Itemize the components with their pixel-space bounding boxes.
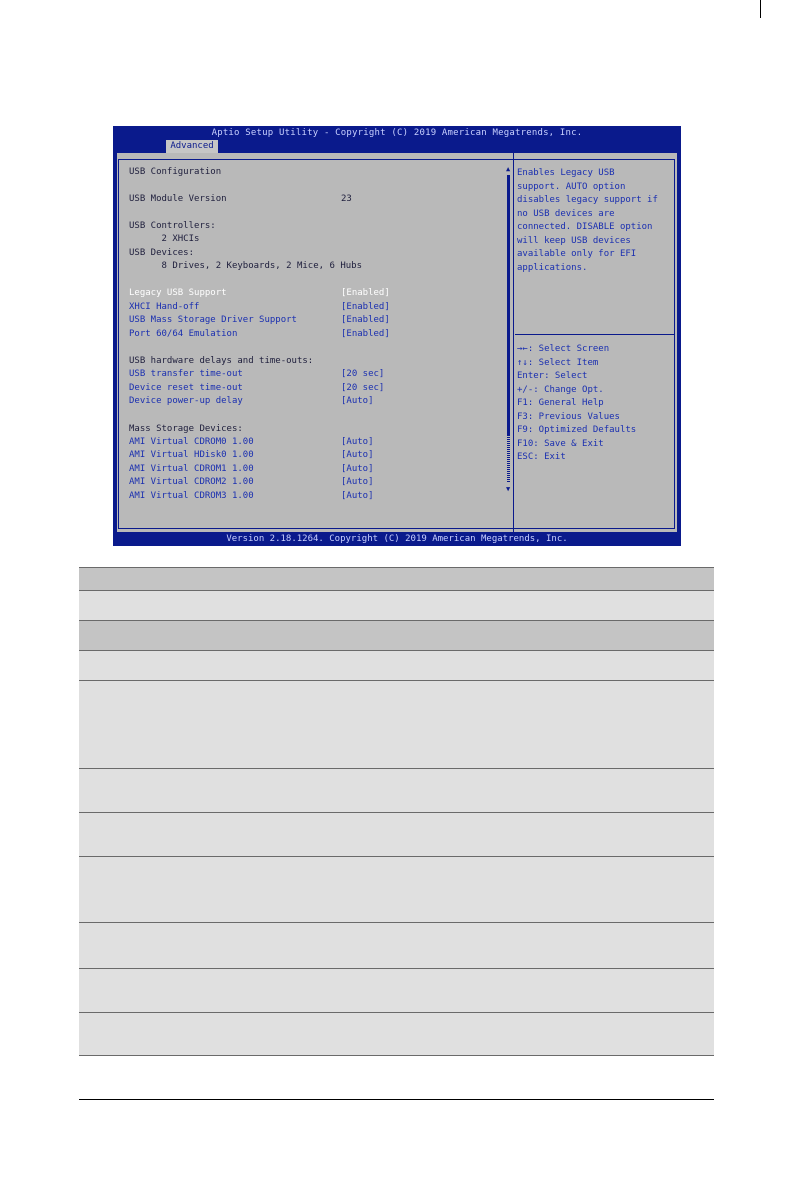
setting-value[interactable]: [Enabled] bbox=[341, 315, 390, 325]
setting-value[interactable]: [Auto] bbox=[341, 491, 374, 501]
setting-label: USB Mass Storage Driver Support bbox=[129, 315, 297, 325]
scroll-down-arrow-icon[interactable]: ▼ bbox=[506, 485, 511, 493]
panel-divider bbox=[513, 153, 514, 532]
setting-value[interactable]: [20 sec] bbox=[341, 369, 385, 379]
setting-value[interactable]: [Auto] bbox=[341, 477, 374, 487]
table-row bbox=[79, 768, 714, 812]
header-rule bbox=[760, 0, 761, 18]
setting-label: USB transfer time-out bbox=[129, 369, 243, 379]
setting-label: Mass Storage Devices: bbox=[129, 424, 243, 434]
setting-label: AMI Virtual HDisk0 1.00 bbox=[129, 450, 254, 460]
bios-title: Aptio Setup Utility - Copyright (C) 2019 American Megatrends, Inc. bbox=[211, 128, 583, 138]
key-legend-item: ESC: Exit bbox=[517, 452, 566, 462]
scroll-up-arrow-icon[interactable]: ▲ bbox=[506, 165, 511, 173]
setting-value[interactable]: [Enabled] bbox=[341, 302, 390, 312]
footer-rule bbox=[79, 1099, 714, 1100]
table-row bbox=[79, 922, 714, 968]
setting-label: AMI Virtual CDROM2 1.00 bbox=[129, 477, 254, 487]
setting-value[interactable]: [Auto] bbox=[341, 464, 374, 474]
setting-label: USB Controllers: bbox=[129, 221, 216, 231]
setting-label: USB Configuration bbox=[129, 167, 222, 177]
table-row bbox=[79, 567, 714, 590]
setting-label: USB Module Version bbox=[129, 194, 227, 204]
setting-value[interactable]: [Enabled] bbox=[341, 288, 390, 298]
key-legend bbox=[517, 343, 675, 465]
setting-label: AMI Virtual CDROM0 1.00 bbox=[129, 437, 254, 447]
key-legend-item: +/-: Change Opt. bbox=[517, 384, 604, 395]
scrollbar[interactable] bbox=[506, 165, 512, 495]
scroll-thumb[interactable] bbox=[507, 175, 510, 435]
settings-list bbox=[117, 153, 513, 532]
setting-label: USB Devices: bbox=[129, 248, 195, 258]
key-legend-item: Enter: Select bbox=[517, 371, 588, 381]
setting-value[interactable]: 23 bbox=[341, 194, 352, 204]
settings-description-table bbox=[79, 567, 714, 1056]
key-legend-item: ↑↓: Select Item bbox=[517, 357, 599, 368]
setting-label: 8 Drives, 2 Keyboards, 2 Mice, 6 Hubs bbox=[129, 261, 362, 271]
setting-label: Legacy USB Support bbox=[129, 288, 227, 298]
table-row bbox=[79, 590, 714, 620]
key-legend-item: F9: Optimized Defaults bbox=[517, 425, 637, 435]
table-row bbox=[79, 1012, 714, 1056]
setting-label: Port 60/64 Emulation bbox=[129, 329, 238, 339]
setting-label: 2 XHCIs bbox=[129, 234, 200, 244]
setting-label: USB hardware delays and time-outs: bbox=[129, 356, 314, 366]
bios-screenshot bbox=[113, 126, 681, 546]
key-legend-item: F10: Save & Exit bbox=[517, 438, 604, 449]
bios-footer: Version 2.18.1264. Copyright (C) 2019 American Megatrends, Inc. bbox=[226, 534, 568, 544]
table-row bbox=[79, 812, 714, 856]
key-legend-item: F1: General Help bbox=[517, 398, 604, 408]
help-separator bbox=[515, 334, 675, 335]
setting-value[interactable]: [20 sec] bbox=[341, 383, 385, 393]
table-row bbox=[79, 856, 714, 922]
setting-label: XHCI Hand-off bbox=[129, 302, 200, 312]
table-row bbox=[79, 620, 714, 650]
key-legend-item: F3: Previous Values bbox=[517, 411, 620, 422]
setting-value[interactable]: [Auto] bbox=[341, 396, 374, 406]
tab-advanced[interactable]: Advanced bbox=[166, 140, 218, 153]
table-row bbox=[79, 650, 714, 680]
setting-label: AMI Virtual CDROM1 1.00 bbox=[129, 464, 254, 474]
setting-label: Device power-up delay bbox=[129, 396, 243, 406]
setting-label: AMI Virtual CDROM3 1.00 bbox=[129, 491, 254, 501]
setting-label: Device reset time-out bbox=[129, 383, 243, 393]
table-row bbox=[79, 680, 714, 768]
bios-main-panel bbox=[117, 153, 677, 532]
key-legend-item: →←: Select Screen bbox=[517, 344, 610, 354]
setting-value[interactable]: [Auto] bbox=[341, 437, 374, 447]
setting-value[interactable]: [Enabled] bbox=[341, 329, 390, 339]
help-text: Enables Legacy USB support. AUTO option disables legacy support if no USB devices are connected. DISABLE option will keep USB devices available only for EFI applications. bbox=[517, 168, 658, 273]
setting-value[interactable]: [Auto] bbox=[341, 450, 374, 460]
table-row bbox=[79, 968, 714, 1012]
